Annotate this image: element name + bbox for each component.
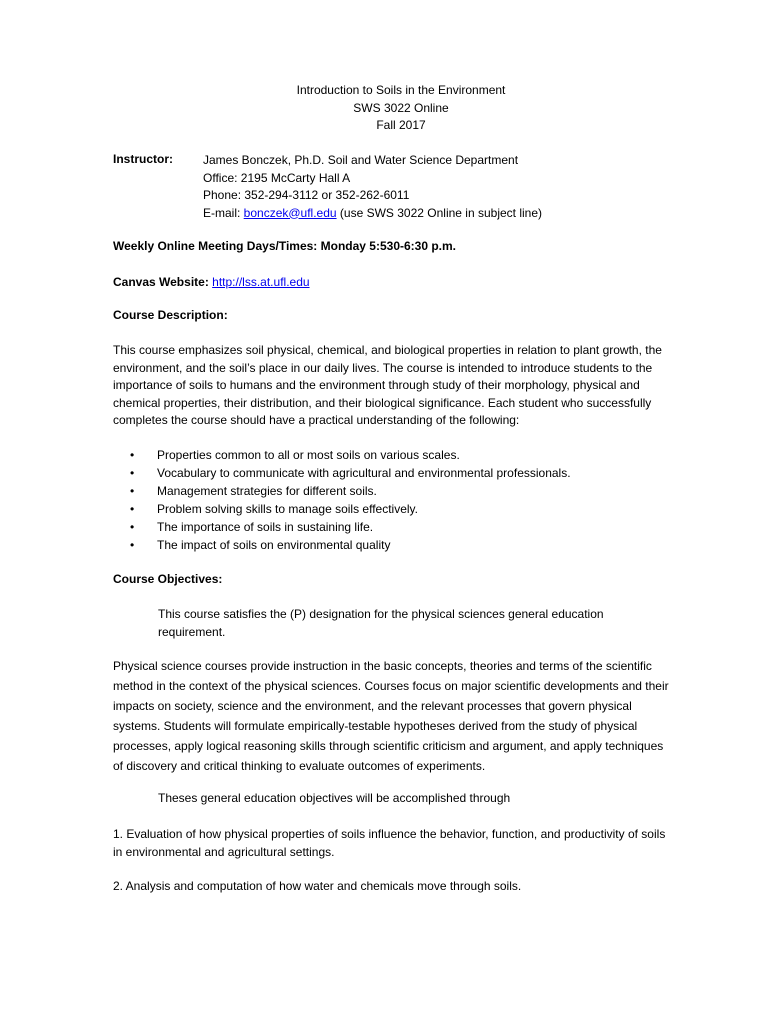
bullet-icon: • — [130, 466, 135, 480]
instructor-details — [203, 152, 542, 222]
bullet-icon: • — [130, 448, 135, 462]
objectives-through: Theses general education objectives will be accomplished through — [158, 791, 511, 805]
description-heading: Course Description: — [113, 308, 228, 322]
list-item: • Problem solving skills to manage soils effectively. — [130, 502, 418, 516]
course-term: Fall 2017 — [376, 118, 426, 132]
canvas-line — [113, 275, 310, 289]
physical-science-text: Physical science courses provide instruction in the basic concepts, theories and terms of the scientific method in the context of the physical sciences. Courses focus on major scientific developments and their impacts on society, science and the environment, and the relevant processes that govern physical systems. Students will formulate empirically-testable hypotheses derived from the study of physical processes, apply logical reasoning skills through scientific criticism and argument, and apply techniques of discovery and critical thinking to evaluate outcomes of experiments. — [113, 659, 669, 773]
meeting-times: Weekly Online Meeting Days/Times: Monday 5:530-6:30 p.m. — [113, 239, 457, 253]
instructor-label: Instructor: — [113, 152, 173, 166]
instructor-office: Office: 2195 McCarty Hall A — [203, 170, 351, 185]
objective-item-1: 1. Evaluation of how physical properties of soils influence the behavior, function, and productivity of soils in environmental and agricultural settings. — [113, 827, 666, 859]
list-item: • The impact of soils on environmental quality — [130, 538, 391, 552]
instructor-name: James Bonczek, Ph.D. Soil and Water Science Department — [203, 153, 519, 167]
email-suffix: (use SWS 3022 Online in subject line) — [336, 205, 543, 220]
instructor-email-line — [203, 205, 542, 223]
outcomes-list — [130, 446, 571, 554]
bullet-icon: • — [130, 520, 135, 534]
designation-text: This course satisfies the (P) designation for the physical sciences general education requirement. — [158, 607, 604, 639]
canvas-link[interactable]: http://lss.at.ufl.edu — [212, 275, 310, 289]
title-block — [0, 82, 768, 135]
list-item: • Properties common to all or most soils on various scales. — [130, 448, 460, 462]
course-code: SWS 3022 Online — [353, 100, 449, 115]
canvas-label: Canvas Website: — [113, 275, 213, 289]
description-body: This course emphasizes soil physical, chemical, and biological properties in relation to plant growth, the environment, and the soil’s place in our daily lives. The course is intended to introduce students to the importance of soils to humans and the environment through study of their morphology, physical and chemical properties, their distribution, and their biological significance. Each student who successfully completes the course should have a practical understanding of the following: — [113, 343, 662, 427]
email-prefix: E-mail: — [203, 205, 244, 220]
list-item: • Management strategies for different soils. — [130, 484, 377, 498]
list-item: • The importance of soils in sustaining life. — [130, 520, 374, 534]
objective-item-2: 2. Analysis and computation of how water and chemicals move through soils. — [113, 879, 522, 893]
bullet-icon: • — [130, 484, 135, 498]
bullet-icon: • — [130, 538, 135, 552]
email-link[interactable]: bonczek@ufl.edu — [243, 205, 337, 220]
bullet-icon: • — [130, 502, 135, 516]
list-item: • Vocabulary to communicate with agricultural and environmental professionals. — [130, 466, 571, 480]
course-title: Introduction to Soils in the Environment — [296, 83, 506, 97]
objectives-heading: Course Objectives: — [113, 572, 223, 586]
instructor-phone: Phone: 352-294-3112 or 352-262-6011 — [203, 188, 410, 202]
